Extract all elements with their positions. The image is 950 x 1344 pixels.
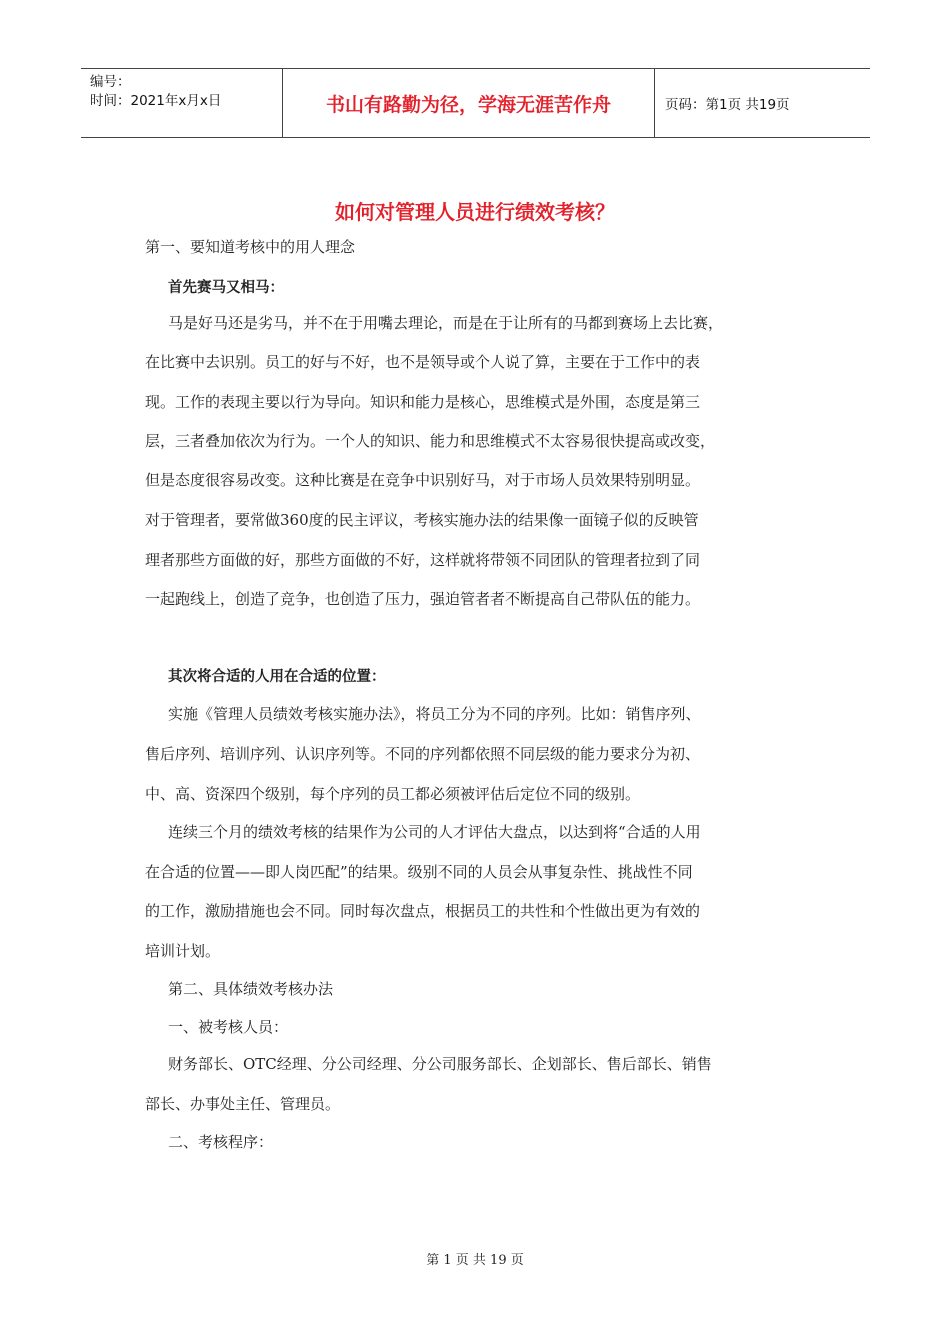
subheading-right-person: 其次将合适的人用在合适的位置： [168, 669, 386, 685]
section-heading-1: 第一、要知道考核中的用人理念 [145, 238, 356, 256]
document-title: 如何对管理人员进行绩效考核？ [335, 200, 615, 224]
paragraph-line: 实施《管理人员绩效考核实施办法》，将员工分为不同的序列。比如：销售序列、 [168, 705, 701, 723]
section-heading-2: 第二、具体绩效考核办法 [168, 980, 334, 998]
paragraph-line: 在合适的位置——即人岗匹配”的结果。级别不同的人员会从事复杂性、挑战性不同 [145, 863, 693, 881]
paragraph-line: 财务部长、OTC经理、分公司经理、分公司服务部长、企划部长、售后部长、销售 [168, 1055, 712, 1073]
paragraph-line: 售后序列、培训序列、认识序列等。不同的序列都依照不同层级的能力要求分为初、 [145, 745, 701, 763]
paragraph-line: 理者那些方面做的好，那些方面做的不好，这样就将带领不同团队的管理者拉到了同 [145, 551, 701, 569]
paragraph-line: 一起跑线上，创造了竞争，也创造了压力，强迫管者者不断提高自己带队伍的能力。 [145, 590, 701, 608]
subheading-assessed-personnel: 一、被考核人员： [168, 1018, 289, 1036]
subheading-horse-racing: 首先赛马又相马： [168, 280, 284, 296]
paragraph-line: 的工作，激励措施也会不同。同时每次盘点，根据员工的共性和个性做出更为有效的 [145, 902, 701, 920]
paragraph-line: 但是态度很容易改变。这种比赛是在竞争中识别好马，对于市场人员效果特别明显。 [145, 471, 701, 489]
paragraph-line: 马是好马还是劣马，并不在于用嘴去理论，而是在于让所有的马都到赛场上去比赛， [168, 314, 724, 332]
paragraph-line: 层，三者叠加依次为行为。一个人的知识、能力和思维模式不太容易很快提高或改变， [145, 432, 716, 450]
paragraph-line: 培训计划。 [145, 942, 221, 960]
document-number-label: 编号： [90, 74, 131, 90]
header-page-info: 页码：第1页 共19页 [665, 97, 790, 113]
paragraph-line: 对于管理者，要常做360度的民主评议，考核实施办法的结果像一面镜子似的反映管 [145, 511, 699, 529]
subheading-assessment-procedure: 二、考核程序： [168, 1133, 274, 1151]
page-footer: 第 1 页 共 19 页 [426, 1253, 524, 1268]
header-meta-cell [81, 69, 282, 137]
header-motto: 书山有路勤为径，学海无涯苦作舟 [282, 69, 655, 137]
paragraph-line: 中、高、资深四个级别，每个序列的员工都必须被评估后定位不同的级别。 [145, 785, 641, 803]
paragraph-line: 在比赛中去识别。员工的好与不好，也不是领导或个人说了算，主要在于工作中的表 [145, 353, 701, 371]
paragraph-line: 现。工作的表现主要以行为导向。知识和能力是核心，思维模式是外围，态度是第三 [145, 393, 701, 411]
header-table [81, 68, 870, 138]
paragraph-line: 部长、办事处主任、管理员。 [145, 1095, 341, 1113]
paragraph-line: 连续三个月的绩效考核的结果作为公司的人才评估大盘点，以达到将“合适的人用 [168, 823, 701, 841]
document-time-label: 时间：2021年x月x日 [90, 93, 222, 109]
